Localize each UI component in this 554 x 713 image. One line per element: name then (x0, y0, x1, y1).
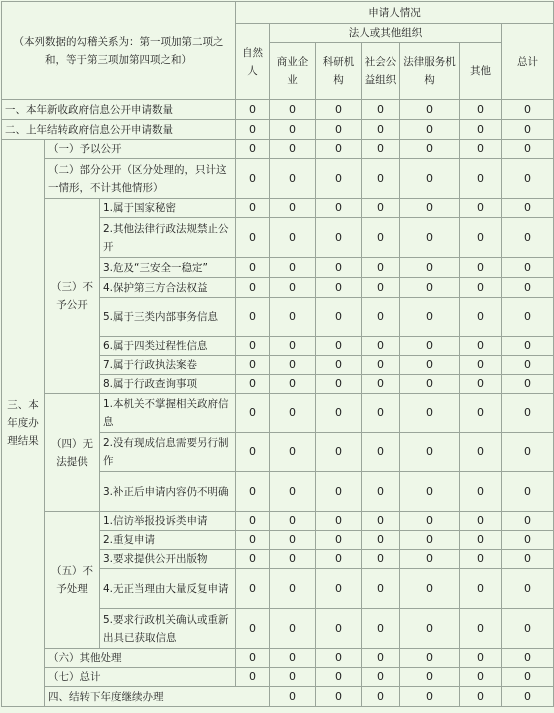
value-cell: 0 (316, 512, 362, 531)
subsection-3-3-label: （三）不予公开 (45, 199, 100, 394)
value-cell: 0 (270, 649, 316, 668)
value-cell: 0 (400, 100, 460, 120)
value-cell: 0 (460, 569, 502, 609)
value-cell: 0 (400, 199, 460, 218)
value-cell: 0 (502, 140, 554, 159)
value-cell: 0 (460, 120, 502, 140)
value-cell: 0 (236, 531, 270, 550)
value-cell: 0 (270, 531, 316, 550)
value-cell: 0 (400, 337, 460, 356)
row-label: （一）予以公开 (45, 140, 236, 159)
row-label: 8.属于行政查询事项 (100, 375, 236, 394)
value-cell: 0 (236, 337, 270, 356)
value-cell: 0 (316, 433, 362, 472)
value-cell: 0 (362, 512, 400, 531)
value-cell: 0 (270, 668, 316, 687)
value-cell: 0 (236, 569, 270, 609)
row-label: （七）总计 (45, 668, 236, 687)
value-cell: 0 (270, 512, 316, 531)
value-cell: 0 (316, 394, 362, 433)
header-legal-service: 法律服务机构 (400, 43, 460, 100)
value-cell: 0 (502, 649, 554, 668)
row-label: 1.本机关不掌握相关政府信息 (100, 394, 236, 433)
value-cell: 0 (502, 433, 554, 472)
value-cell: 0 (460, 394, 502, 433)
row-label: 3.补正后申请内容仍不明确 (100, 472, 236, 512)
value-cell: 0 (362, 433, 400, 472)
header-applicant-situation: 申请人情况 (236, 2, 554, 24)
value-cell: 0 (362, 337, 400, 356)
value-cell: 0 (270, 258, 316, 278)
value-cell: 0 (502, 337, 554, 356)
value-cell: 0 (502, 199, 554, 218)
row-label: 2.没有现成信息需要另行制作 (100, 433, 236, 472)
value-cell: 0 (362, 356, 400, 375)
row-label: 一、本年新收政府信息公开申请数量 (2, 100, 236, 120)
value-cell: 0 (316, 100, 362, 120)
value-cell: 0 (316, 337, 362, 356)
header-total: 总计 (502, 24, 554, 100)
value-cell: 0 (236, 550, 270, 569)
header-commercial: 商业企业 (270, 43, 316, 100)
row-label: （六）其他处理 (45, 649, 236, 668)
value-cell: 0 (502, 258, 554, 278)
row-label: 2.其他法律行政法规禁止公开 (100, 218, 236, 258)
value-cell: 0 (400, 218, 460, 258)
value-cell: 0 (400, 668, 460, 687)
value-cell: 0 (460, 472, 502, 512)
value-cell: 0 (270, 472, 316, 512)
value-cell: 0 (270, 394, 316, 433)
table-row (2, 649, 554, 668)
value-cell: 0 (236, 159, 270, 199)
value-cell: 0 (400, 375, 460, 394)
value-cell: 0 (362, 258, 400, 278)
value-cell: 0 (316, 258, 362, 278)
value-cell: 0 (236, 375, 270, 394)
value-cell: 0 (502, 512, 554, 531)
value-cell: 0 (316, 140, 362, 159)
value-cell: 0 (460, 668, 502, 687)
value-cell: 0 (400, 609, 460, 649)
value-cell: 0 (400, 140, 460, 159)
value-cell: 0 (236, 100, 270, 120)
row-label: 1.信访举报投诉类申请 (100, 512, 236, 531)
value-cell: 0 (270, 199, 316, 218)
value-cell: 0 (400, 298, 460, 337)
value-cell: 0 (270, 609, 316, 649)
value-cell: 0 (270, 550, 316, 569)
header-research: 科研机构 (316, 43, 362, 100)
value-cell: 0 (460, 218, 502, 258)
row-label: 四、结转下年度继续办理 (45, 687, 270, 707)
value-cell: 0 (270, 375, 316, 394)
value-cell: 0 (236, 433, 270, 472)
value-cell: 0 (236, 649, 270, 668)
table-row (2, 159, 554, 199)
value-cell: 0 (460, 687, 502, 707)
value-cell: 0 (502, 120, 554, 140)
value-cell: 0 (400, 531, 460, 550)
value-cell: 0 (270, 159, 316, 199)
value-cell: 0 (316, 609, 362, 649)
value-cell: 0 (460, 550, 502, 569)
value-cell: 0 (460, 258, 502, 278)
value-cell: 0 (400, 394, 460, 433)
value-cell: 0 (502, 278, 554, 298)
value-cell: 0 (236, 609, 270, 649)
value-cell: 0 (362, 159, 400, 199)
value-cell: 0 (460, 609, 502, 649)
value-cell: 0 (400, 120, 460, 140)
table-row (2, 394, 554, 433)
header-legal-group: 法人或其他组织 (270, 24, 502, 43)
value-cell: 0 (362, 140, 400, 159)
value-cell: 0 (236, 258, 270, 278)
value-cell: 0 (400, 512, 460, 531)
row-label: 7.属于行政执法案卷 (100, 356, 236, 375)
value-cell: 0 (502, 569, 554, 609)
value-cell: 0 (362, 199, 400, 218)
value-cell: 0 (316, 298, 362, 337)
value-cell: 0 (270, 687, 316, 707)
subsection-3-5-label: （五）不予处理 (45, 512, 100, 649)
gov-info-disclosure-table (1, 1, 554, 707)
value-cell: 0 (502, 472, 554, 512)
value-cell: 0 (236, 278, 270, 298)
value-cell: 0 (502, 609, 554, 649)
value-cell: 0 (362, 298, 400, 337)
value-cell: 0 (460, 433, 502, 472)
table-row (2, 668, 554, 687)
value-cell: 0 (316, 472, 362, 512)
value-cell: 0 (460, 278, 502, 298)
value-cell: 0 (362, 550, 400, 569)
value-cell: 0 (460, 512, 502, 531)
value-cell: 0 (316, 278, 362, 298)
table-row (2, 199, 554, 218)
value-cell: 0 (316, 569, 362, 609)
value-cell: 0 (362, 394, 400, 433)
value-cell: 0 (316, 159, 362, 199)
value-cell: 0 (316, 550, 362, 569)
value-cell: 0 (236, 140, 270, 159)
value-cell: 0 (502, 356, 554, 375)
value-cell: 0 (362, 218, 400, 258)
header-natural-person: 自然人 (236, 24, 270, 100)
table-row (2, 140, 554, 159)
value-cell: 0 (270, 298, 316, 337)
value-cell: 0 (270, 100, 316, 120)
row-label: （二）部分公开（区分处理的，只计这一情形，不计其他情形） (45, 159, 236, 199)
value-cell: 0 (236, 120, 270, 140)
value-cell: 0 (502, 394, 554, 433)
value-cell: 0 (236, 512, 270, 531)
value-cell: 0 (400, 278, 460, 298)
subsection-3-4-label: （四）无法提供 (45, 394, 100, 512)
value-cell: 0 (270, 433, 316, 472)
value-cell: 0 (400, 433, 460, 472)
value-cell: 0 (400, 258, 460, 278)
header-note: （本列数据的勾稽关系为：第一项加第二项之和，等于第三项加第四项之和） (2, 2, 236, 100)
value-cell: 0 (400, 356, 460, 375)
value-cell: 0 (460, 159, 502, 199)
value-cell: 0 (362, 120, 400, 140)
value-cell: 0 (502, 668, 554, 687)
value-cell: 0 (236, 356, 270, 375)
value-cell: 0 (460, 337, 502, 356)
row-label: 二、上年结转政府信息公开申请数量 (2, 120, 236, 140)
value-cell: 0 (362, 472, 400, 512)
value-cell: 0 (270, 337, 316, 356)
value-cell: 0 (502, 531, 554, 550)
value-cell: 0 (362, 668, 400, 687)
row-label: 1.属于国家秘密 (100, 199, 236, 218)
row-label: 5.要求行政机关确认或重新出具已获取信息 (100, 609, 236, 649)
value-cell: 0 (316, 687, 362, 707)
value-cell: 0 (316, 375, 362, 394)
value-cell: 0 (400, 472, 460, 512)
value-cell: 0 (502, 100, 554, 120)
row-label: 6.属于四类过程性信息 (100, 337, 236, 356)
value-cell: 0 (460, 199, 502, 218)
value-cell: 0 (400, 159, 460, 199)
value-cell: 0 (236, 218, 270, 258)
value-cell: 0 (236, 668, 270, 687)
value-cell: 0 (460, 298, 502, 337)
row-label: 2.重复申请 (100, 531, 236, 550)
table-row (2, 120, 554, 140)
row-label: 5.属于三类内部事务信息 (100, 298, 236, 337)
value-cell: 0 (236, 298, 270, 337)
value-cell: 0 (502, 550, 554, 569)
value-cell: 0 (502, 218, 554, 258)
value-cell: 0 (236, 394, 270, 433)
value-cell: 0 (316, 531, 362, 550)
value-cell: 0 (362, 100, 400, 120)
value-cell: 0 (460, 531, 502, 550)
value-cell: 0 (316, 668, 362, 687)
value-cell: 0 (502, 298, 554, 337)
table-row (2, 100, 554, 120)
value-cell: 0 (502, 159, 554, 199)
row-label: 3.要求提供公开出版物 (100, 550, 236, 569)
value-cell: 0 (362, 649, 400, 668)
table-row (2, 512, 554, 531)
section-3-label: 三、本年度办理结果 (2, 140, 45, 707)
value-cell: 0 (316, 199, 362, 218)
value-cell: 0 (316, 649, 362, 668)
value-cell: 0 (460, 375, 502, 394)
row-label: 3.危及“三安全一稳定” (100, 258, 236, 278)
value-cell: 0 (270, 278, 316, 298)
value-cell: 0 (400, 550, 460, 569)
value-cell: 0 (400, 569, 460, 609)
value-cell: 0 (502, 687, 554, 707)
value-cell: 0 (460, 649, 502, 668)
value-cell: 0 (362, 609, 400, 649)
value-cell: 0 (460, 356, 502, 375)
value-cell: 0 (236, 472, 270, 512)
value-cell: 0 (316, 120, 362, 140)
value-cell: 0 (460, 100, 502, 120)
value-cell: 0 (316, 356, 362, 375)
value-cell: 0 (362, 375, 400, 394)
row-label: 4.保护第三方合法权益 (100, 278, 236, 298)
value-cell: 0 (316, 218, 362, 258)
value-cell: 0 (362, 531, 400, 550)
value-cell: 0 (270, 569, 316, 609)
value-cell: 0 (270, 140, 316, 159)
header-social-welfare: 社会公益组织 (362, 43, 400, 100)
value-cell: 0 (270, 120, 316, 140)
value-cell: 0 (236, 199, 270, 218)
header-other: 其他 (460, 43, 502, 100)
value-cell: 0 (270, 218, 316, 258)
value-cell: 0 (400, 649, 460, 668)
value-cell: 0 (460, 140, 502, 159)
value-cell: 0 (362, 569, 400, 609)
value-cell: 0 (502, 375, 554, 394)
row-label: 4.无正当理由大量反复申请 (100, 569, 236, 609)
value-cell: 0 (362, 687, 400, 707)
table-row (2, 687, 554, 707)
value-cell: 0 (362, 278, 400, 298)
value-cell: 0 (270, 356, 316, 375)
value-cell: 0 (400, 687, 460, 707)
